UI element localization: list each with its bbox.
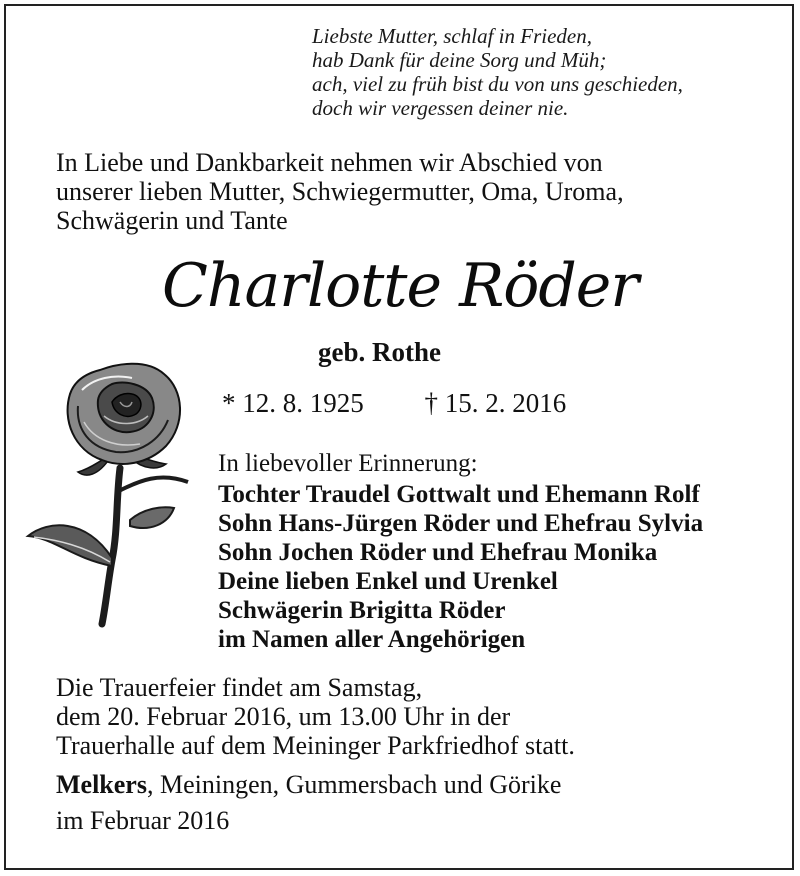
service-line: Trauerhalle auf dem Meininger Parkfriedhof statt.: [56, 731, 575, 760]
birth-date: * 12. 8. 1925: [222, 388, 364, 418]
memory-label: In liebevoller Erinnerung:: [218, 450, 478, 477]
maiden-name: geb. Rothe: [318, 337, 441, 367]
mourner-line: Schwägerin Brigitta Röder: [218, 597, 506, 624]
place-rest: , Meiningen, Gummersbach und Görike: [146, 770, 562, 799]
rose-icon: [20, 360, 220, 630]
intro-line: In Liebe und Dankbarkeit nehmen wir Abschied von: [56, 148, 603, 177]
poem-line: Liebste Mutter, schlaf in Frieden,: [312, 24, 592, 48]
poem-line: hab Dank für deine Sorg und Müh;: [312, 48, 607, 72]
places-line: [56, 769, 561, 801]
life-dates: [222, 387, 566, 419]
mourner-line: Sohn Jochen Röder und Ehefrau Monika: [218, 539, 658, 566]
mourner-line: Deine lieben Enkel und Urenkel: [218, 568, 558, 595]
place-first: Melkers: [56, 770, 147, 799]
mourner-line: im Namen aller Angehörigen: [218, 626, 526, 653]
poem-line: doch wir vergessen deiner nie.: [312, 96, 569, 120]
deceased-name: Charlotte Röder: [161, 251, 638, 321]
intro-line: unserer lieben Mutter, Schwiegermutter, Oma, Uroma,: [56, 177, 624, 206]
mourner-line: Tochter Traudel Gottwalt und Ehemann Rolf: [218, 481, 700, 508]
notice-date: im Februar 2016: [56, 806, 230, 835]
intro-text: [56, 148, 624, 235]
service-info: [56, 673, 575, 760]
service-line: dem 20. Februar 2016, um 13.00 Uhr in der: [56, 702, 511, 731]
poem-line: ach, viel zu früh bist du von uns geschieden,: [312, 72, 683, 96]
death-date: † 15. 2. 2016: [424, 388, 567, 418]
mourners-list: [218, 480, 703, 654]
mourner-line: Sohn Hans-Jürgen Röder und Ehefrau Sylvia: [218, 510, 704, 537]
intro-line: Schwägerin und Tante: [56, 206, 288, 235]
service-line: Die Trauerfeier findet am Samstag,: [56, 673, 423, 702]
poem: [312, 24, 683, 120]
